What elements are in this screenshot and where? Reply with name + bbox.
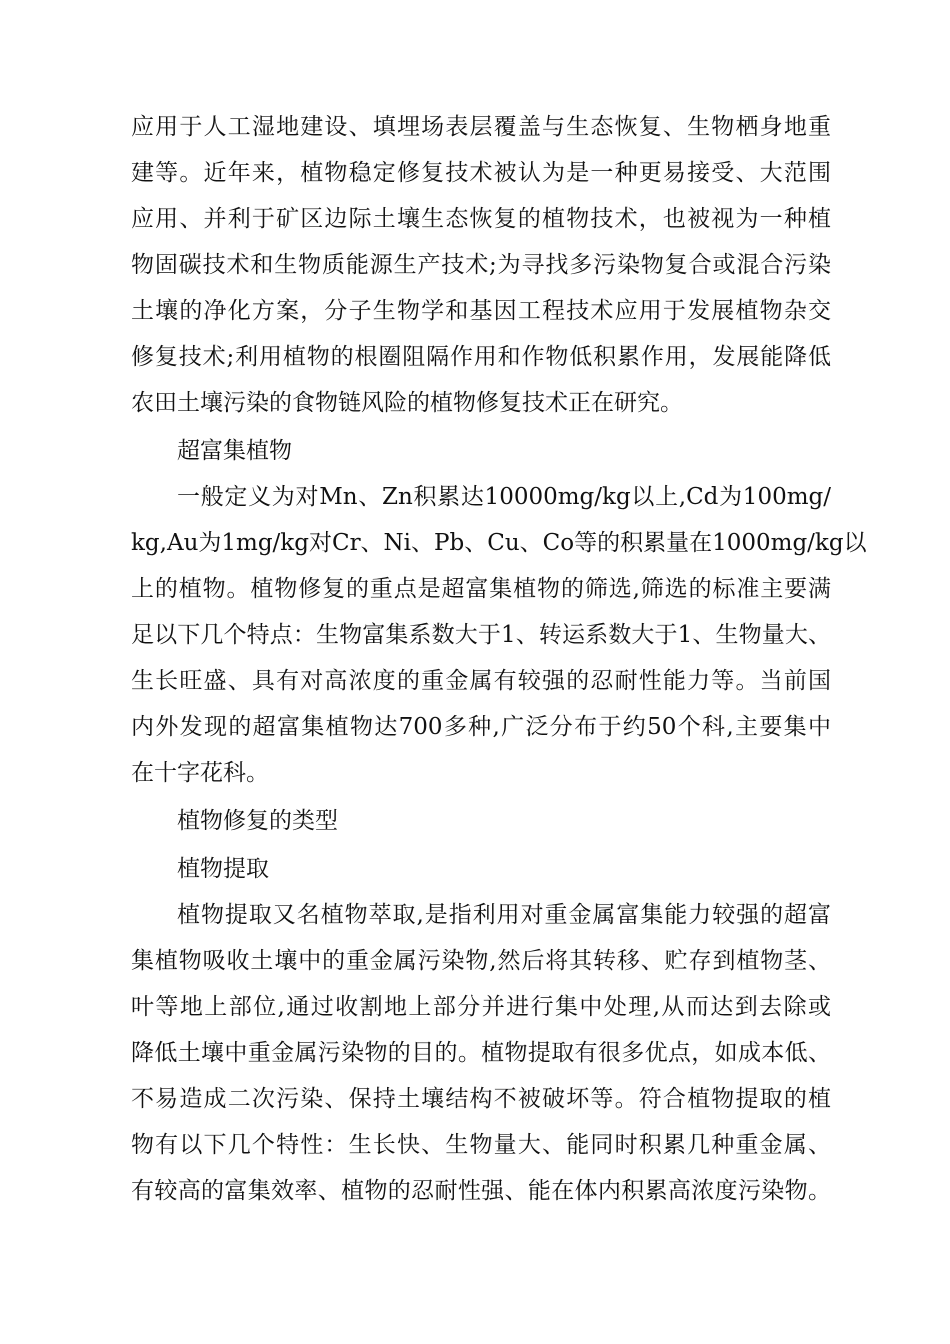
text-line: 修复技术;利用植物的根圈阻隔作用和作物低积累作用，发展能降低: [131, 344, 831, 370]
text-line: 物固碳技术和生物质能源生产技术;为寻找多污染物复合或混合污染: [131, 252, 831, 278]
heading-text: 植物修复的类型: [177, 808, 338, 834]
document-body: [131, 104, 867, 1214]
paragraph-continuation: [131, 104, 831, 426]
text-line: 一般定义为对Mn、Zn积累达10000mg/kg以上,Cd为100mg/: [177, 484, 831, 510]
text-line: 足以下几个特点：生物富集系数大于1、转运系数大于1、生物量大、: [131, 622, 831, 648]
text-line: 内外发现的超富集植物达700多种,广泛分布于约50个科,主要集中: [131, 714, 831, 740]
text-line: 在十字花科。: [131, 760, 269, 786]
text-line: 物有以下几个特性：生长快、生物量大、能同时积累几种重金属、: [131, 1132, 831, 1158]
text-line: 应用于人工湿地建设、填埋场表层覆盖与生态恢复、生物栖身地重: [131, 114, 831, 140]
text-line: 建等。近年来，植物稳定修复技术被认为是一种更易接受、大范围: [131, 160, 831, 186]
text-line: 上的植物。植物修复的重点是超富集植物的筛选,筛选的标准主要满: [131, 576, 831, 602]
section-heading-hyperaccumulator: [131, 428, 831, 474]
text-line: 集植物吸收土壤中的重金属污染物,然后将其转移、贮存到植物茎、: [131, 948, 831, 974]
text-line: 降低土壤中重金属污染物的目的。植物提取有很多优点，如成本低、: [131, 1040, 831, 1066]
text-line: 植物提取又名植物萃取,是指利用对重金属富集能力较强的超富: [177, 902, 831, 928]
text-line: 应用、并利于矿区边际土壤生态恢复的植物技术，也被视为一种植: [131, 206, 831, 232]
text-line: 土壤的净化方案，分子生物学和基因工程技术应用于发展植物杂交: [131, 298, 831, 324]
section-heading-phytoextraction: [131, 846, 831, 892]
paragraph-phytoextraction: [131, 892, 831, 1214]
text-line: 生长旺盛、具有对高浓度的重金属有较强的忍耐性能力等。当前国: [131, 668, 831, 694]
text-line: 有较高的富集效率、植物的忍耐性强、能在体内积累高浓度污染物。: [131, 1178, 831, 1204]
paragraph-hyperaccumulator-definition: [131, 474, 867, 796]
text-line: kg,Au为1mg/kg对Cr、Ni、Pb、Cu、Co等的积累量在1000mg/kg以: [131, 530, 867, 556]
text-line: 农田土壤污染的食物链风险的植物修复技术正在研究。: [131, 390, 683, 416]
text-line: 叶等地上部位,通过收割地上部分并进行集中处理,从而达到去除或: [131, 994, 831, 1020]
text-line: 不易造成二次污染、保持土壤结构不被破坏等。符合植物提取的植: [131, 1086, 831, 1112]
heading-text: 超富集植物: [177, 438, 292, 464]
section-heading-remediation-types: [131, 798, 831, 844]
heading-text: 植物提取: [177, 856, 269, 882]
